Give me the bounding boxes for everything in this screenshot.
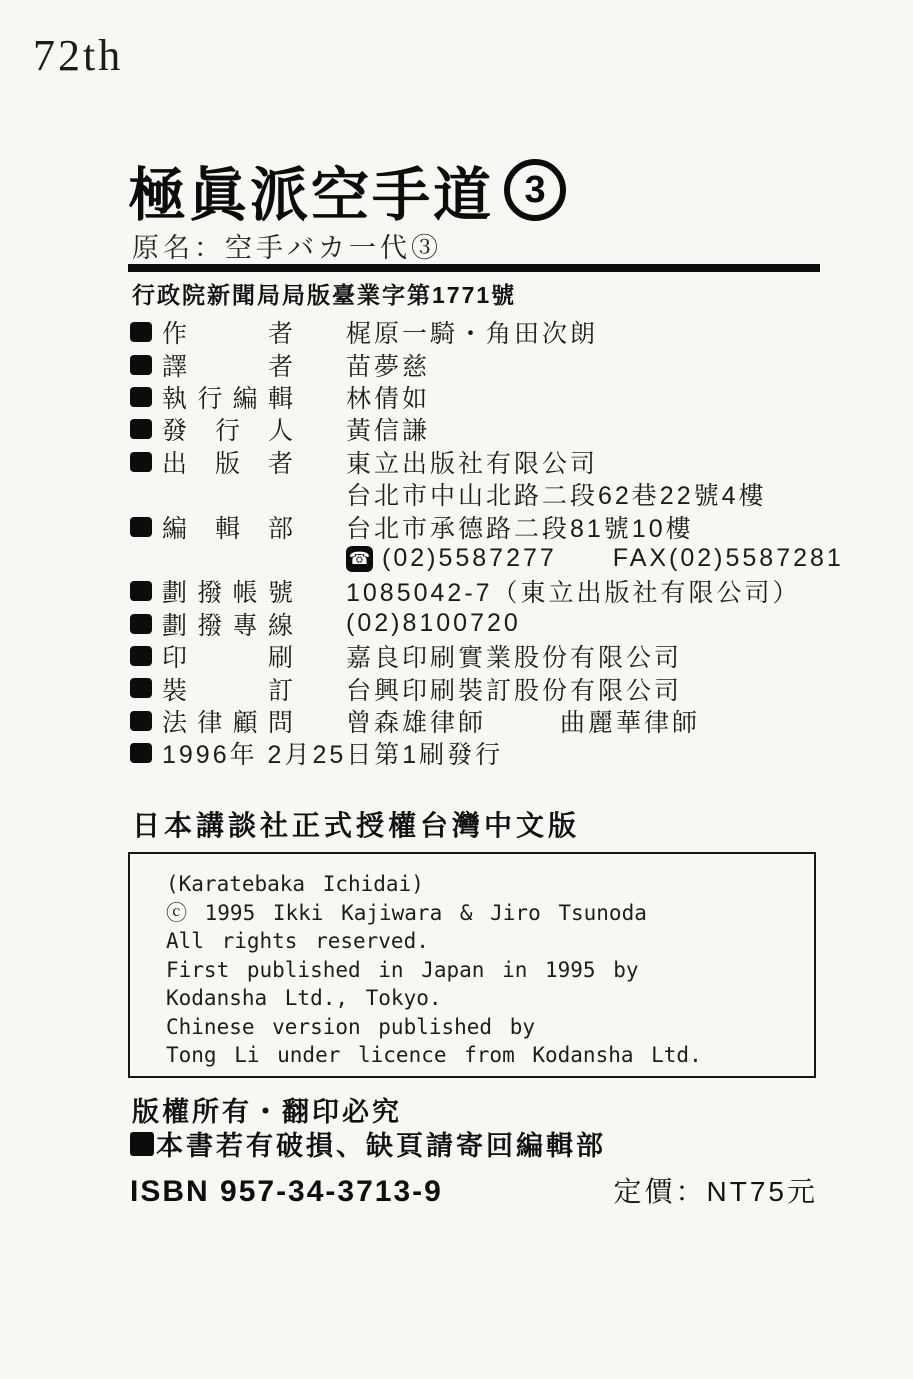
colophon-row-publisher-person — [130, 413, 830, 445]
colophon-row-printer — [130, 640, 830, 672]
bullet-square-icon — [130, 322, 152, 342]
divider-rule — [128, 264, 820, 272]
isbn-price-row — [130, 1170, 818, 1210]
license-line: All rights reserved. — [166, 929, 429, 953]
row-label: 發行人 — [162, 417, 294, 446]
page-title — [128, 148, 566, 232]
bullet-square-icon — [130, 387, 152, 407]
lawyer-name-1: 曾森雄律師 — [346, 708, 487, 737]
colophon-row-phone-fax — [130, 543, 844, 575]
license-box — [128, 852, 816, 1078]
book-title-text: 極眞派空手道 — [128, 163, 495, 228]
volume-number-badge: 3 — [504, 159, 566, 221]
bullet-square-icon — [130, 614, 152, 634]
colophon-row-print-date — [130, 737, 830, 769]
license-line: Chinese version published by — [166, 1014, 536, 1039]
edition-mark: 72th — [33, 31, 124, 80]
telephone-icon: ☎ — [346, 546, 373, 572]
authorization-line: 日本講談社正式授權台灣中文版 — [132, 810, 581, 841]
colophon-row-editorial-dept — [130, 510, 830, 542]
bullet-square-icon — [130, 646, 152, 666]
row-value: 林倩如 — [346, 384, 431, 413]
row-label: 編輯部 — [162, 514, 294, 543]
colophon-row-postal-hotline — [130, 608, 830, 640]
colophon-row-publisher-address — [130, 478, 830, 510]
row-value: 台北市承德路二段81號10樓 — [346, 514, 694, 543]
license-line: Tong Li under licence from Kodansha Ltd. — [166, 1043, 702, 1067]
license-line: First published in Japan in 1995 by — [166, 957, 639, 982]
colophon-row-author — [130, 316, 830, 348]
colophon-row-translator — [130, 348, 830, 380]
bullet-square-icon — [130, 743, 152, 763]
row-value: 嘉良印刷實業股份有限公司 — [346, 644, 683, 673]
colophon-list — [130, 316, 844, 770]
copyright-notice: 版權所有・翻印必究 — [132, 1097, 402, 1127]
row-value: (02)8100720 — [346, 609, 521, 638]
row-label: 劃撥專線 — [162, 611, 294, 640]
row-label: 法律顧問 — [162, 708, 294, 737]
colophon-row-publishing-company — [130, 446, 830, 478]
row-value: 苗夢慈 — [346, 352, 431, 381]
row-label: 譯者 — [162, 352, 294, 381]
row-label: 劃撥帳號 — [162, 579, 294, 608]
damage-notice-text: 本書若有破損、缺頁請寄回編輯部 — [156, 1131, 606, 1161]
row-value: 台興印刷裝訂股份有限公司 — [346, 676, 683, 705]
phone-number: (02)5587277 — [382, 544, 557, 573]
isbn-number: ISBN 957-34-3713-9 — [130, 1175, 443, 1208]
row-value: 黃信謙 — [346, 417, 431, 446]
bullet-square-icon — [130, 678, 152, 698]
bullet-square-icon — [130, 581, 152, 601]
price-label: 定價：NT75元 — [613, 1176, 818, 1207]
colophon-row-binder — [130, 672, 830, 704]
bullet-square-icon — [130, 517, 152, 537]
fax-number: FAX(02)5587281 — [612, 544, 844, 573]
row-label: 印刷 — [162, 644, 294, 673]
colophon-row-executive-editor — [130, 381, 830, 413]
gio-registration-line: 行政院新聞局局版臺業字第1771號 — [132, 282, 517, 308]
damage-notice — [130, 1124, 606, 1163]
license-line: Kodansha Ltd., Tokyo. — [166, 986, 442, 1010]
row-value: 梶原一騎・角田次朗 — [346, 320, 599, 349]
row-value: 1085042-7（東立出版社有限公司） — [346, 579, 801, 608]
bullet-square-icon — [130, 355, 152, 375]
colophon-row-legal-advisors — [130, 705, 830, 737]
bullet-square-icon — [130, 419, 152, 439]
lawyer-name-2: 曲麗華律師 — [560, 708, 701, 737]
bullet-square-icon — [130, 452, 152, 472]
row-label: 裝訂 — [162, 676, 294, 705]
row-label: 作者 — [162, 320, 294, 349]
bullet-square-icon — [130, 1132, 154, 1156]
license-line: (Karatebaka Ichidai) — [166, 872, 424, 896]
row-label: 出版者 — [162, 449, 294, 478]
row-value: 台北市中山北路二段62巷22號4樓 — [346, 482, 767, 511]
colophon-row-postal-account — [130, 575, 830, 607]
bullet-square-icon — [130, 711, 152, 731]
row-value: 1996年 2月25日第1刷發行 — [162, 741, 504, 770]
row-value: 東立出版社有限公司 — [346, 449, 599, 478]
row-label: 執行編輯 — [162, 384, 294, 413]
original-title: 原名：空手バカ一代③ — [132, 233, 442, 263]
license-line: ⓒ 1995 Ikki Kajiwara & Jiro Tsunoda — [166, 900, 647, 925]
